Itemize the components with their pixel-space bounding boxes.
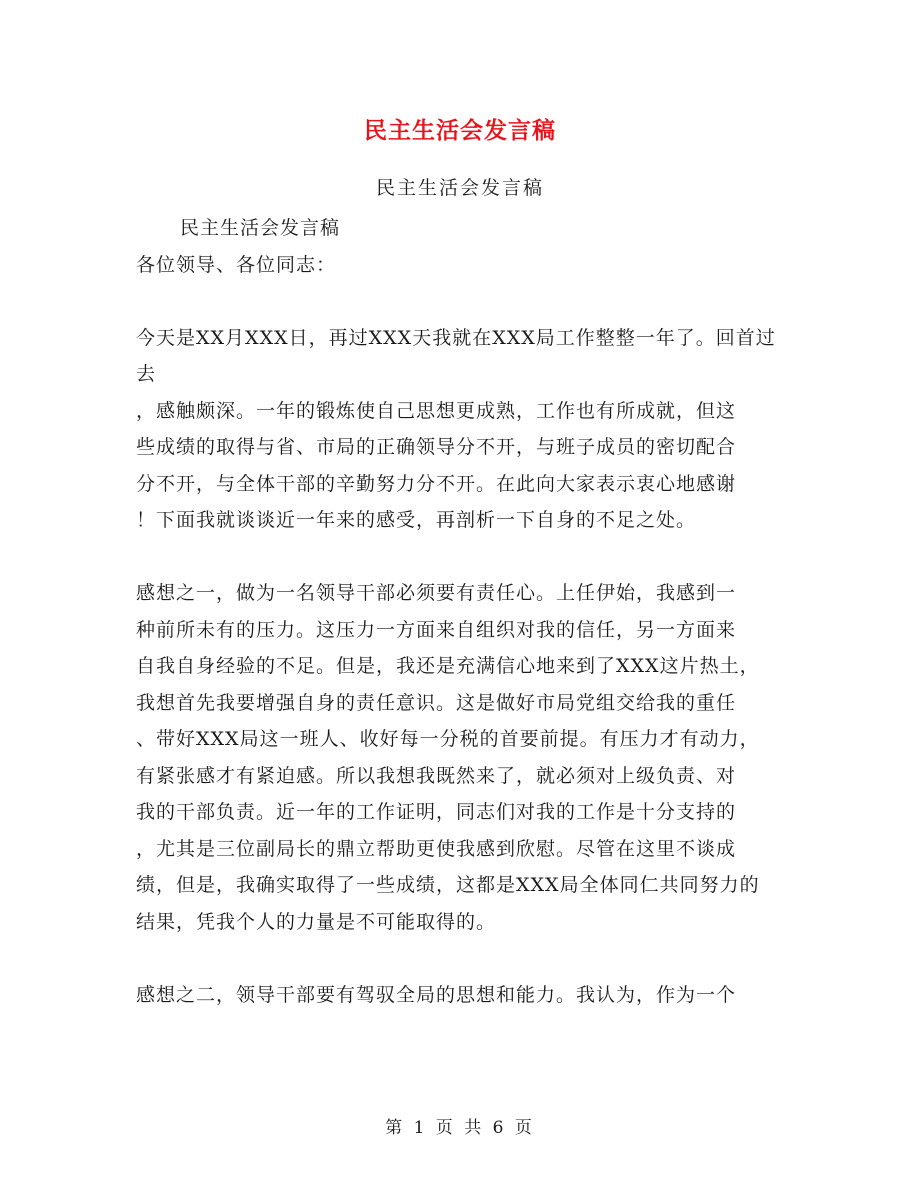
document-body (136, 210, 786, 1013)
text-line: 绩，但是，我确实取得了一些成绩，这都是XXX局全体同仁共同努力的 (136, 874, 760, 896)
page-number: 第 1 页 共 6 页 (385, 1118, 535, 1138)
text-line: 今天是XX月XXX日，再过XXX天我就在XXX局工作整整一年了。回首过去 (136, 326, 776, 385)
page-title: 民主生活会发言稿 (364, 117, 556, 144)
text-line: 自我自身经验的不足。但是，我还是充满信心地来到了XXX这片热土， (136, 655, 760, 677)
text-line: 感想之二，领导干部要有驾驭全局的思想和能力。我认为，作为一个 (136, 983, 737, 1006)
text-line: ，感触颇深。一年的锻炼使自己思想更成熟，工作也有所成就，但这 (136, 399, 737, 422)
paragraph-3 (136, 977, 786, 1014)
text-line: 、带好XXX局这一班人、收好每一分税的首要前提。有压力才有动力， (136, 728, 760, 750)
paragraph-2 (136, 575, 786, 940)
text-line: ，尤其是三位副局长的鼎立帮助更使我感到欣慰。尽管在这里不谈成 (136, 837, 737, 860)
text-line: 感想之一，做为一名领导干部必须要有责任心。上任伊始，我感到一 (136, 582, 737, 604)
text-line: 些成绩的取得与省、市局的正确领导分不开，与班子成员的密切配合 (136, 436, 737, 458)
greeting: 各位领导、各位同志： (136, 253, 337, 276)
text-line: 我想首先我要增强自身的责任意识。这是做好市局党组交给我的重任 (136, 691, 737, 714)
text-line: 种前所未有的压力。这压力一方面来自组织对我的信任，另一方面来 (136, 618, 737, 641)
text-line: 我的干部负责。近一年的工作证明，同志们对我的工作是十分支持的 (136, 801, 737, 823)
text-line: 结果，凭我个人的力量是不可能取得的。 (136, 910, 497, 933)
text-line: 分不开，与全体干部的辛勤努力分不开。在此向大家表示衷心地感谢 (136, 472, 737, 495)
paragraph-1 (136, 320, 786, 539)
subtitle: 民主生活会发言稿 (375, 177, 544, 199)
body-heading: 民主生活会发言稿 (180, 217, 341, 239)
text-line: 有紧张感才有紧迫感。所以我想我既然来了，就必须对上级负责、对 (136, 764, 737, 787)
text-line: ！下面我就谈谈近一年来的感受，再剖析一下自身的不足之处。 (136, 509, 697, 531)
